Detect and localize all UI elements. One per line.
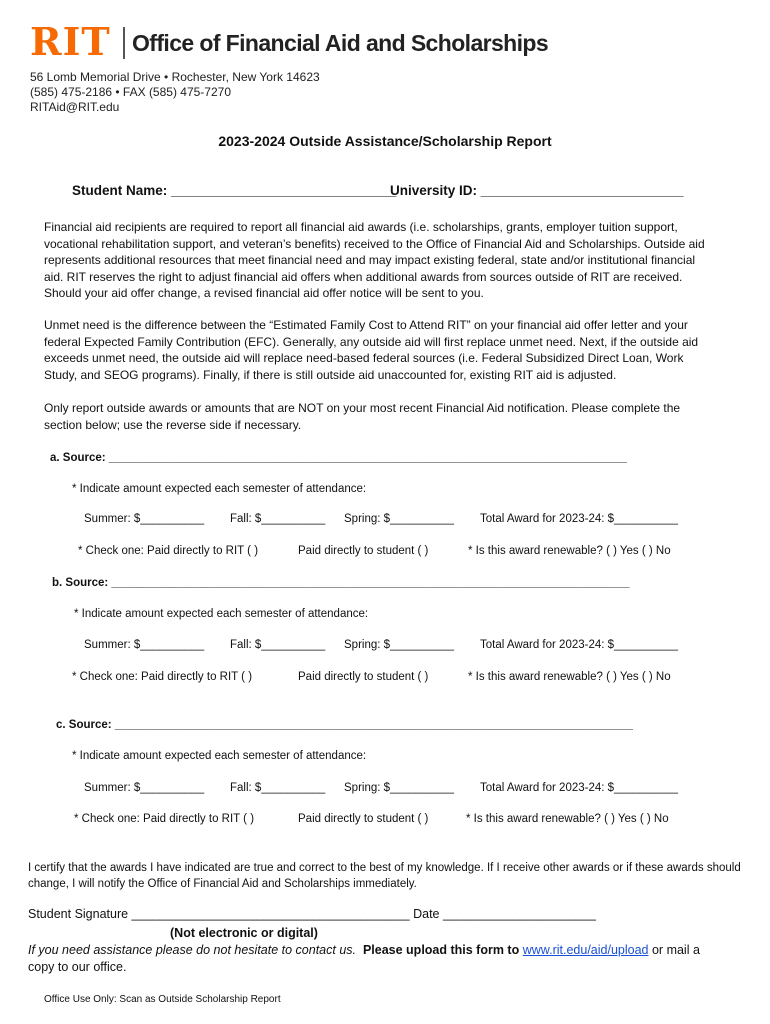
- source-b-indicate: * Indicate amount expected each semester of attendance:: [74, 608, 369, 620]
- paragraph-instructions: Only report outside awards or amounts that are NOT on your most recent Financial Aid notification. Please complete the section below; use the reverse side if necessary.: [44, 401, 681, 432]
- source-c-summer-field[interactable]: Summer: $__________: [84, 782, 205, 794]
- source-c-total-field[interactable]: Total Award for 2023-24: $__________: [480, 782, 678, 794]
- paragraph-reporting: Financial aid recipients are required to report all financial aid awards (i.e. scholarships, grants, employer tuition support, vocational rehabilitation support, and veteran’s benefits) received to the Office of Financial Aid and Scholarships. Outside aid represents additional resources that meet financial need and may impact existing federal, state and/or institutional financial aid. RIT reserves the right to adjust financial aid offers when additional awards from sources outside of RIT are received. Should your aid offer change, a revised financial aid offer notice will be sent to you.: [44, 220, 705, 300]
- signature-note: (Not electronic or digital): [170, 926, 318, 940]
- source-a-field[interactable]: a. Source: _________________________________________________________________________________: [50, 452, 627, 464]
- certification-text: I certify that the awards I have indicated are true and correct to the best of my knowledge. If I receive other awards or if these awards should change, I will notify the Office of Financial Aid and Scholarships immediately.: [28, 862, 741, 890]
- source-a-paid-rit-checkbox[interactable]: * Check one: Paid directly to RIT ( ): [78, 545, 259, 557]
- page-title: 2023-2024 Outside Assistance/Scholarship Report: [218, 133, 552, 149]
- office-name: Office of Financial Aid and Scholarships: [132, 30, 549, 56]
- source-b-summer-field[interactable]: Summer: $__________: [84, 639, 205, 651]
- phone-line: (585) 475-2186 • FAX (585) 475-7270: [30, 85, 231, 99]
- source-a-fall-field[interactable]: Fall: $__________: [230, 513, 326, 525]
- signature-date-field[interactable]: Student Signature ________________________________________ Date ______________________: [28, 907, 596, 921]
- source-b-fall-field[interactable]: Fall: $__________: [230, 639, 326, 651]
- source-c-spring-field[interactable]: Spring: $__________: [344, 782, 454, 794]
- source-b-renewable-checkbox[interactable]: * Is this award renewable? ( ) Yes ( ) No: [468, 671, 671, 683]
- source-c-fall-field[interactable]: Fall: $__________: [230, 782, 326, 794]
- source-b-paid-rit-checkbox[interactable]: * Check one: Paid directly to RIT ( ): [72, 671, 253, 683]
- source-b-spring-field[interactable]: Spring: $__________: [344, 639, 454, 651]
- source-c-paid-rit-checkbox[interactable]: * Check one: Paid directly to RIT ( ): [74, 813, 255, 825]
- email-line: RITAid@RIT.edu: [30, 100, 120, 114]
- upload-link[interactable]: www.rit.edu/aid/upload: [522, 943, 649, 957]
- source-a-paid-student-checkbox[interactable]: Paid directly to student ( ): [298, 545, 429, 557]
- source-a-total-field[interactable]: Total Award for 2023-24: $__________: [480, 513, 678, 525]
- help-italic: If you need assistance please do not hesitate to contact us.: [28, 943, 356, 957]
- source-c-paid-student-checkbox[interactable]: Paid directly to student ( ): [298, 813, 429, 825]
- help-text: [28, 942, 728, 976]
- source-c-indicate: * Indicate amount expected each semester of attendance:: [72, 750, 367, 762]
- source-a-renewable-checkbox[interactable]: * Is this award renewable? ( ) Yes ( ) No: [468, 545, 671, 557]
- paragraph-unmet-need: Unmet need is the difference between the “Estimated Family Cost to Attend RIT” on your financial aid offer letter and your federal Expected Family Contribution (EFC). Generally, any outside aid will first replace unmet need. Next, if the outside aid exceeds unmet need, the outside aid will replace need-based federal sources (i.e. Federal Subsidized Direct Loan, Work Study, and SEOG programs). Finally, if there is still outside aid unaccounted for, existing RIT aid is adjusted.: [44, 318, 699, 382]
- address-line: 56 Lomb Memorial Drive • Rochester, New York 14623: [30, 70, 320, 84]
- help-tail: or mail a copy to our office.: [28, 943, 700, 974]
- office-use-note: Office Use Only: Scan as Outside Scholarship Report: [44, 994, 281, 1005]
- source-a-summer-field[interactable]: Summer: $__________: [84, 513, 205, 525]
- source-a-spring-field[interactable]: Spring: $__________: [344, 513, 454, 525]
- source-b-total-field[interactable]: Total Award for 2023-24: $__________: [480, 639, 678, 651]
- source-b-field[interactable]: b. Source: _________________________________________________________________________________: [52, 577, 630, 589]
- student-name-field[interactable]: Student Name: ______________________________: [72, 183, 397, 198]
- source-c-renewable-checkbox[interactable]: * Is this award renewable? ( ) Yes ( ) No: [466, 813, 669, 825]
- university-id-field[interactable]: University ID: ___________________________: [390, 183, 684, 198]
- source-b-paid-student-checkbox[interactable]: Paid directly to student ( ): [298, 671, 429, 683]
- source-a-indicate: * Indicate amount expected each semester of attendance:: [72, 483, 367, 495]
- help-upload-label: Please upload this form to: [362, 943, 520, 957]
- source-c-field[interactable]: c. Source: _________________________________________________________________________________: [56, 719, 633, 731]
- logo-divider: [123, 27, 125, 59]
- rit-logo: RIT: [30, 19, 111, 64]
